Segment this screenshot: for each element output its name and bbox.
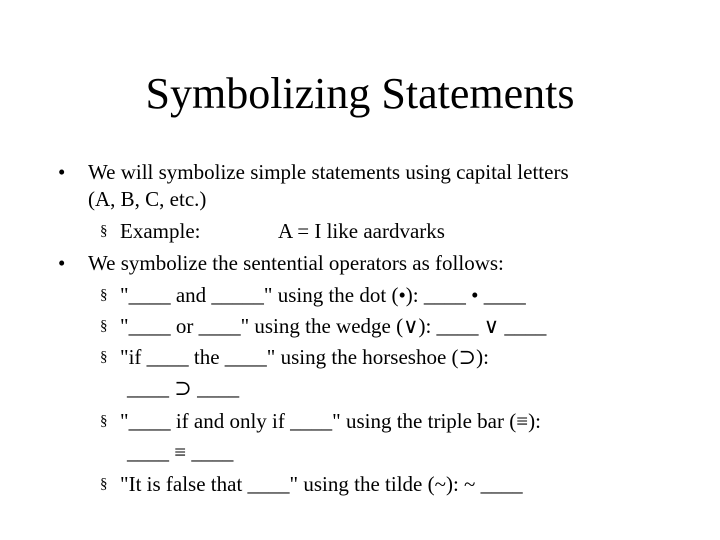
sub-bullet-text: "It is false that ____" using the tilde (~): ~ ____ — [120, 472, 523, 496]
sub-bullet-text-continuation: ____ ≡ ____ — [127, 440, 234, 464]
sub-bullet-marker: § — [100, 287, 108, 303]
bullet-marker: • — [58, 160, 66, 184]
slide-title: Symbolizing Statements — [145, 69, 575, 118]
sub-bullet-marker: § — [100, 413, 108, 429]
sub-bullet-text: "____ if and only if ____" using the triple bar (≡): — [120, 409, 541, 433]
sub-bullet-text: "if ____ the ____" using the horseshoe (⊃): — [120, 345, 489, 369]
bullet-text: We will symbolize simple statements using capital letters — [88, 160, 569, 184]
bullet-marker: • — [58, 251, 66, 275]
sub-bullet-text-continuation: ____ ⊃ ____ — [127, 376, 240, 400]
example-text: A = I like aardvarks — [278, 219, 445, 243]
sub-bullet-marker: § — [100, 349, 108, 365]
sub-bullet-marker: § — [100, 223, 108, 239]
bullet-text: We symbolize the sentential operators as follows: — [88, 251, 504, 275]
sub-bullet-text: "____ and _____" using the dot (•): ____ • ____ — [120, 283, 526, 307]
bullet-text-continuation: (A, B, C, etc.) — [88, 187, 207, 211]
sub-bullet-marker: § — [100, 318, 108, 334]
sub-bullet-marker: § — [100, 476, 108, 492]
sub-bullet-text: "____ or ____" using the wedge (∨): ____ ∨ ____ — [120, 314, 547, 338]
example-label: Example: — [120, 219, 201, 243]
